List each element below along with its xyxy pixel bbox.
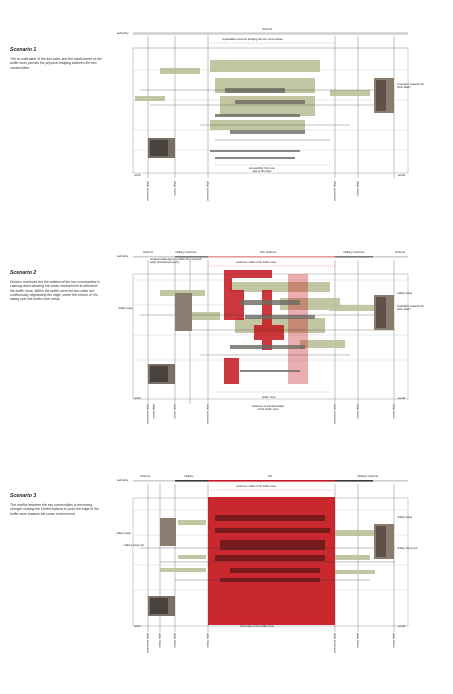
bottom-note: accessibility from one side to the other (249, 167, 275, 173)
scenario-1 (0, 0, 453, 230)
south-label: south (398, 173, 406, 177)
axis-label: edge frozen (173, 633, 177, 648)
side-note: military keep (397, 516, 413, 519)
axis-label: edge preserved (146, 633, 150, 653)
bar-label: UN/ citizens (260, 250, 277, 254)
bar-label: citizens (395, 250, 406, 254)
side-note: military keep (397, 292, 413, 295)
side-note: military living unit (123, 544, 144, 547)
scenario-description: The re-unification of the two sides and the abolishment of the buffer zone permits the physical bridging between the two communities. (10, 57, 102, 70)
scenario-title: Scenario 1 (10, 47, 37, 53)
axis-label: edge frozen (356, 404, 360, 419)
top-annotation: maximum width of the buffer zone (236, 485, 277, 488)
bar-label: citizens (140, 474, 151, 478)
axis-label: edge frozen (173, 181, 177, 196)
top-annotation: maximum width of the buffer zone (236, 261, 277, 264)
axis-label: edge preserved (333, 181, 337, 201)
scenario-2-drawing (0, 230, 453, 460)
scenario-3-drawing (0, 460, 453, 694)
scenario-description: The conflict between the two communities is becoming stronger making the United Nations to push the edge of the buffer zone towards the urban environment (10, 503, 99, 516)
scenario-title: Scenario 2 (10, 270, 37, 276)
scenario-2 (0, 230, 453, 460)
bottom-note: strict edge of the buffer zone (240, 625, 275, 628)
programmable-note: programmable layering within the proposed edge (transitional space) (150, 258, 202, 264)
axis-label: edge frozen (392, 404, 396, 419)
bar-label: UN (268, 474, 273, 478)
axis-label: edge frozen (152, 404, 156, 419)
axis-label: edge frozen (356, 181, 360, 196)
south-label: south (398, 624, 406, 628)
authority-label: authority (117, 31, 129, 35)
bar-label: military (184, 474, 194, 478)
north-label: north (134, 396, 141, 400)
side-note: military keep (118, 307, 134, 310)
axis-label: edge preserved (206, 404, 210, 424)
authority-label: authority (117, 478, 129, 482)
axis-label: edge preserved (146, 181, 150, 201)
bar-label: military/ citizens (175, 250, 197, 254)
axis-label: edge frozen (173, 404, 177, 419)
top-annotation: expandable structure bridging the two communities (222, 38, 283, 41)
authority-label: authority (117, 254, 129, 258)
scenario-description: Division continues but the relation of the two communities is calming down allowing the urban environment to intervene the buffer zone. Within the buffer zone the two sides are continuously negotiating the edge, under the control of UN, taking over the buffer zone areas. (10, 280, 100, 301)
side-note: military living unit (397, 547, 418, 550)
scenario-title: Scenario 3 (10, 493, 37, 499)
bar-label: citizens (143, 250, 154, 254)
bar-label: military/ citizens (343, 250, 365, 254)
south-label: south (398, 396, 406, 400)
axis-label: edge frozen (356, 633, 360, 648)
north-label: north (134, 624, 141, 628)
bar-label: military/ citizens (357, 474, 379, 478)
axis-label: edge preserved (333, 633, 337, 653)
scenario-3 (0, 460, 453, 694)
side-note: expansion towards the other fabric (397, 305, 424, 311)
axis-label: edge preserved (333, 404, 337, 424)
scenario-1-drawing (0, 0, 453, 230)
axis-label: edge frozen (392, 633, 396, 648)
side-note: expansion towards the other fabric (397, 83, 424, 89)
axis-label: edge preserved (146, 404, 150, 424)
north-label: north (134, 173, 141, 177)
axis-label: edge preserved (206, 181, 210, 201)
bar-label: citizens (262, 27, 273, 31)
bottom-note-2: instances of transformation of the buffer zone (251, 405, 285, 411)
axis-label: edge frozen (206, 633, 210, 648)
side-note: military keep (116, 532, 132, 535)
axis-label: edge frozen (158, 633, 162, 648)
bottom-note: buffer zone (262, 396, 276, 399)
